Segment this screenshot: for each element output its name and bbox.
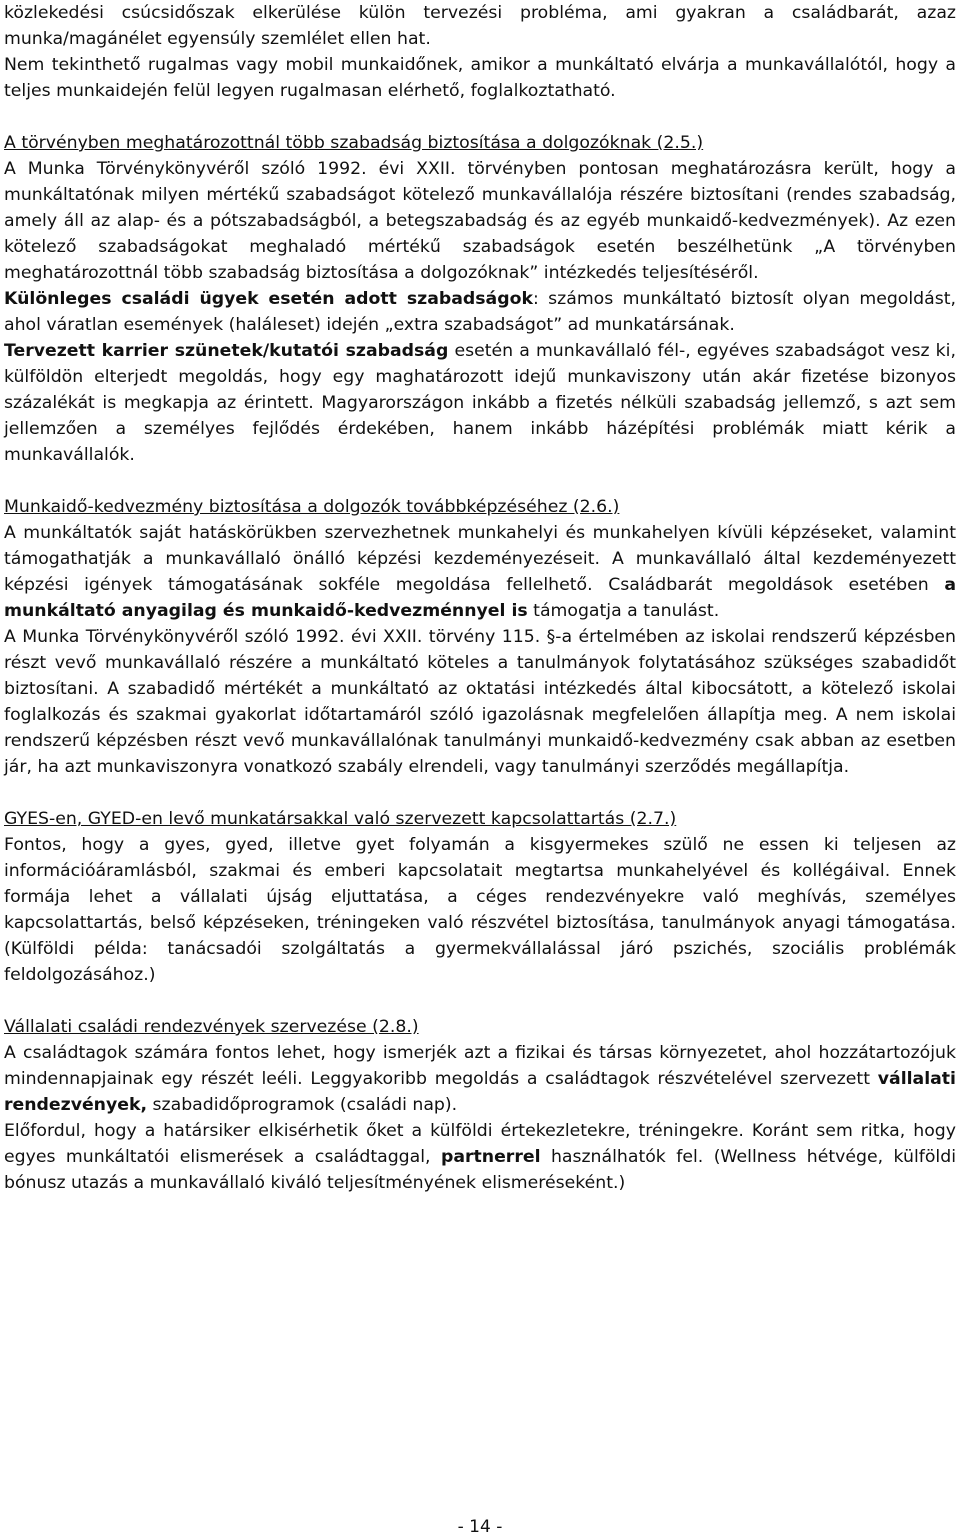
bold-term: Tervezett karrier szünetek/kutatói szabadság <box>4 341 449 361</box>
section-heading-2-7: GYES-en, GYED-en levő munkatársakkal való szervezett kapcsolattartás (2.7.) <box>4 809 677 829</box>
section-spacer <box>4 104 956 130</box>
intro-paragraph: közlekedési csúcsidőszak elkerülése külön tervezési probléma, ami gyakran a családbarát, azaz munka/magánélet egyensúly szemlélet ellen hat. <box>4 3 956 49</box>
body-paragraph: A Munka Törvénykönyvéről szóló 1992. évi XXII. törvény 115. §-a értelmében az iskolai rendszerű képzésben részt vevő munkavállaló részére a munkáltató köteles a tanulmányok folytatásához szükséges szabadidőt biztosítani. A szabadidő mértékét a munkáltató az oktatási intézkedés által kibocsátott, a kötelező iskolai foglalkozás és szakmai gyakorlat időtartamáról szóló igazolásnak megfelelően állapítja meg. A nem iskolai rendszerű képzésben részt vevő munkavállalónak tanulmányi munkaidő-kedvezmény csak abban az esetben jár, ha azt munkaviszonyra vonatkozó szabály elrendeli, vagy tanulmányi szerződés megállapítja. <box>4 627 956 777</box>
body-paragraph: A Munka Törvénykönyvéről szóló 1992. évi XXII. törvényben pontosan meghatározásra került, hogy a munkáltatónak milyen mértékű szabadságot kötelező munkavállalója részére biztosítani (rendes szabadság, amely áll az alap- és a pótszabadságból, a betegszabadság és az egyéb munkaidő-kedvezmények). Az ezen kötelező szabadságokat meghaladó mértékű szabadságok esetén beszélhetünk „A törvényben meghatározottnál több szabadság biztosítása a dolgozóknak” intézkedés teljesítéséről. <box>4 159 956 283</box>
section-spacer <box>4 780 956 806</box>
bold-term: vállalati rendezvények, <box>4 1069 956 1115</box>
page-number: - 14 - <box>457 1517 503 1537</box>
body-paragraph: Tervezett karrier szünetek/kutatói szabadság esetén a munkavállaló fél-, egyéves szabadságot vesz ki, külföldön elterjedt megoldás, hogy egy maghatározott idejű munkaviszony után akár fizetése bizonyos százalékát is megkapja az érintett. Magyarországon inkább a fizetés nélküli szabadság jellemző, s azt sem jellemzően a személyes fejlődés érdekében, hanem inkább házépítési problémák miatt kérik a munkavállalók. <box>4 341 956 465</box>
bold-term: partnerrel <box>440 1147 541 1167</box>
body-paragraph: Előfordul, hogy a határsiker elkisérhetik őket a külföldi értekezletekre, tréningekre. Koránt sem ritka, hogy egyes munkáltatói elismerések a családtaggal, partnerrel használhatók fel. (Wellness hétvége, külföldi bónusz utazás a munkavállaló kiváló teljesítményének elismeréseként.) <box>4 1121 956 1193</box>
body-paragraph: Fontos, hogy a gyes, gyed, illetve gyet folyamán a kisgyermekes szülő ne essen ki teljesen az információáramlásból, szakmai és emberi kapcsolatait megtartsa munkahelyével és kollégáival. Ennek formája lehet a vállalati újság eljuttatása, a céges rendezvényekre való meghívás, személyes kapcsolattartás, belső képzéseken, tréningeken való részvétel biztosítása, tanulmányok anyagi támogatása. (Külföldi példa: tanácsadói szolgáltatás a gyermekvállalással járó pszichés, szociális problémák feldolgozásához.) <box>4 835 956 985</box>
section-spacer <box>4 988 956 1014</box>
bold-term: a munkáltató anyagilag és munkaidő-kedvezménnyel is <box>4 575 956 621</box>
bold-term: Különleges családi ügyek esetén adott szabadságok <box>4 289 533 309</box>
document-page <box>4 0 956 1196</box>
body-paragraph: Különleges családi ügyek esetén adott szabadságok: számos munkáltató biztosít olyan megoldást, ahol váratlan események (haláleset) idején „extra szabadságot” ad munkatársának. <box>4 289 956 335</box>
body-paragraph: A munkáltatók saját hatáskörükben szervezhetnek munkahelyi és munkahelyen kívüli képzéseket, valamint támogathatják a munkavállaló önálló képzési kezdeményezéseit. A munkavállaló által kezdeményezett képzési igények támogatásának sokféle megoldása fellelhető. Családbarát megoldások esetében a munkáltató anyagilag és munkaidő-kedvezménnyel is támogatja a tanulást. <box>4 523 956 621</box>
section-heading-2-5: A törvényben meghatározottnál több szabadság biztosítása a dolgozóknak (2.5.) <box>4 133 704 153</box>
section-heading-2-8: Vállalati családi rendezvények szervezése (2.8.) <box>4 1017 419 1037</box>
section-spacer <box>4 468 956 494</box>
section-heading-2-6: Munkaidő-kedvezmény biztosítása a dolgozók továbbképzéséhez (2.6.) <box>4 497 620 517</box>
intro-paragraph: Nem tekinthető rugalmas vagy mobil munkaidőnek, amikor a munkáltató elvárja a munkavállalótól, hogy a teljes munkaidején felül legyen rugalmasan elérhető, foglalkoztatható. <box>4 55 956 101</box>
body-paragraph: A családtagok számára fontos lehet, hogy ismerjék azt a fizikai és társas környezetet, ahol hozzátartozójuk mindennapjainak egy részét leéli. Leggyakoribb megoldás a családtagok részvételével szervezett vállalati rendezvények, szabadidőprogramok (családi nap). <box>4 1043 956 1115</box>
